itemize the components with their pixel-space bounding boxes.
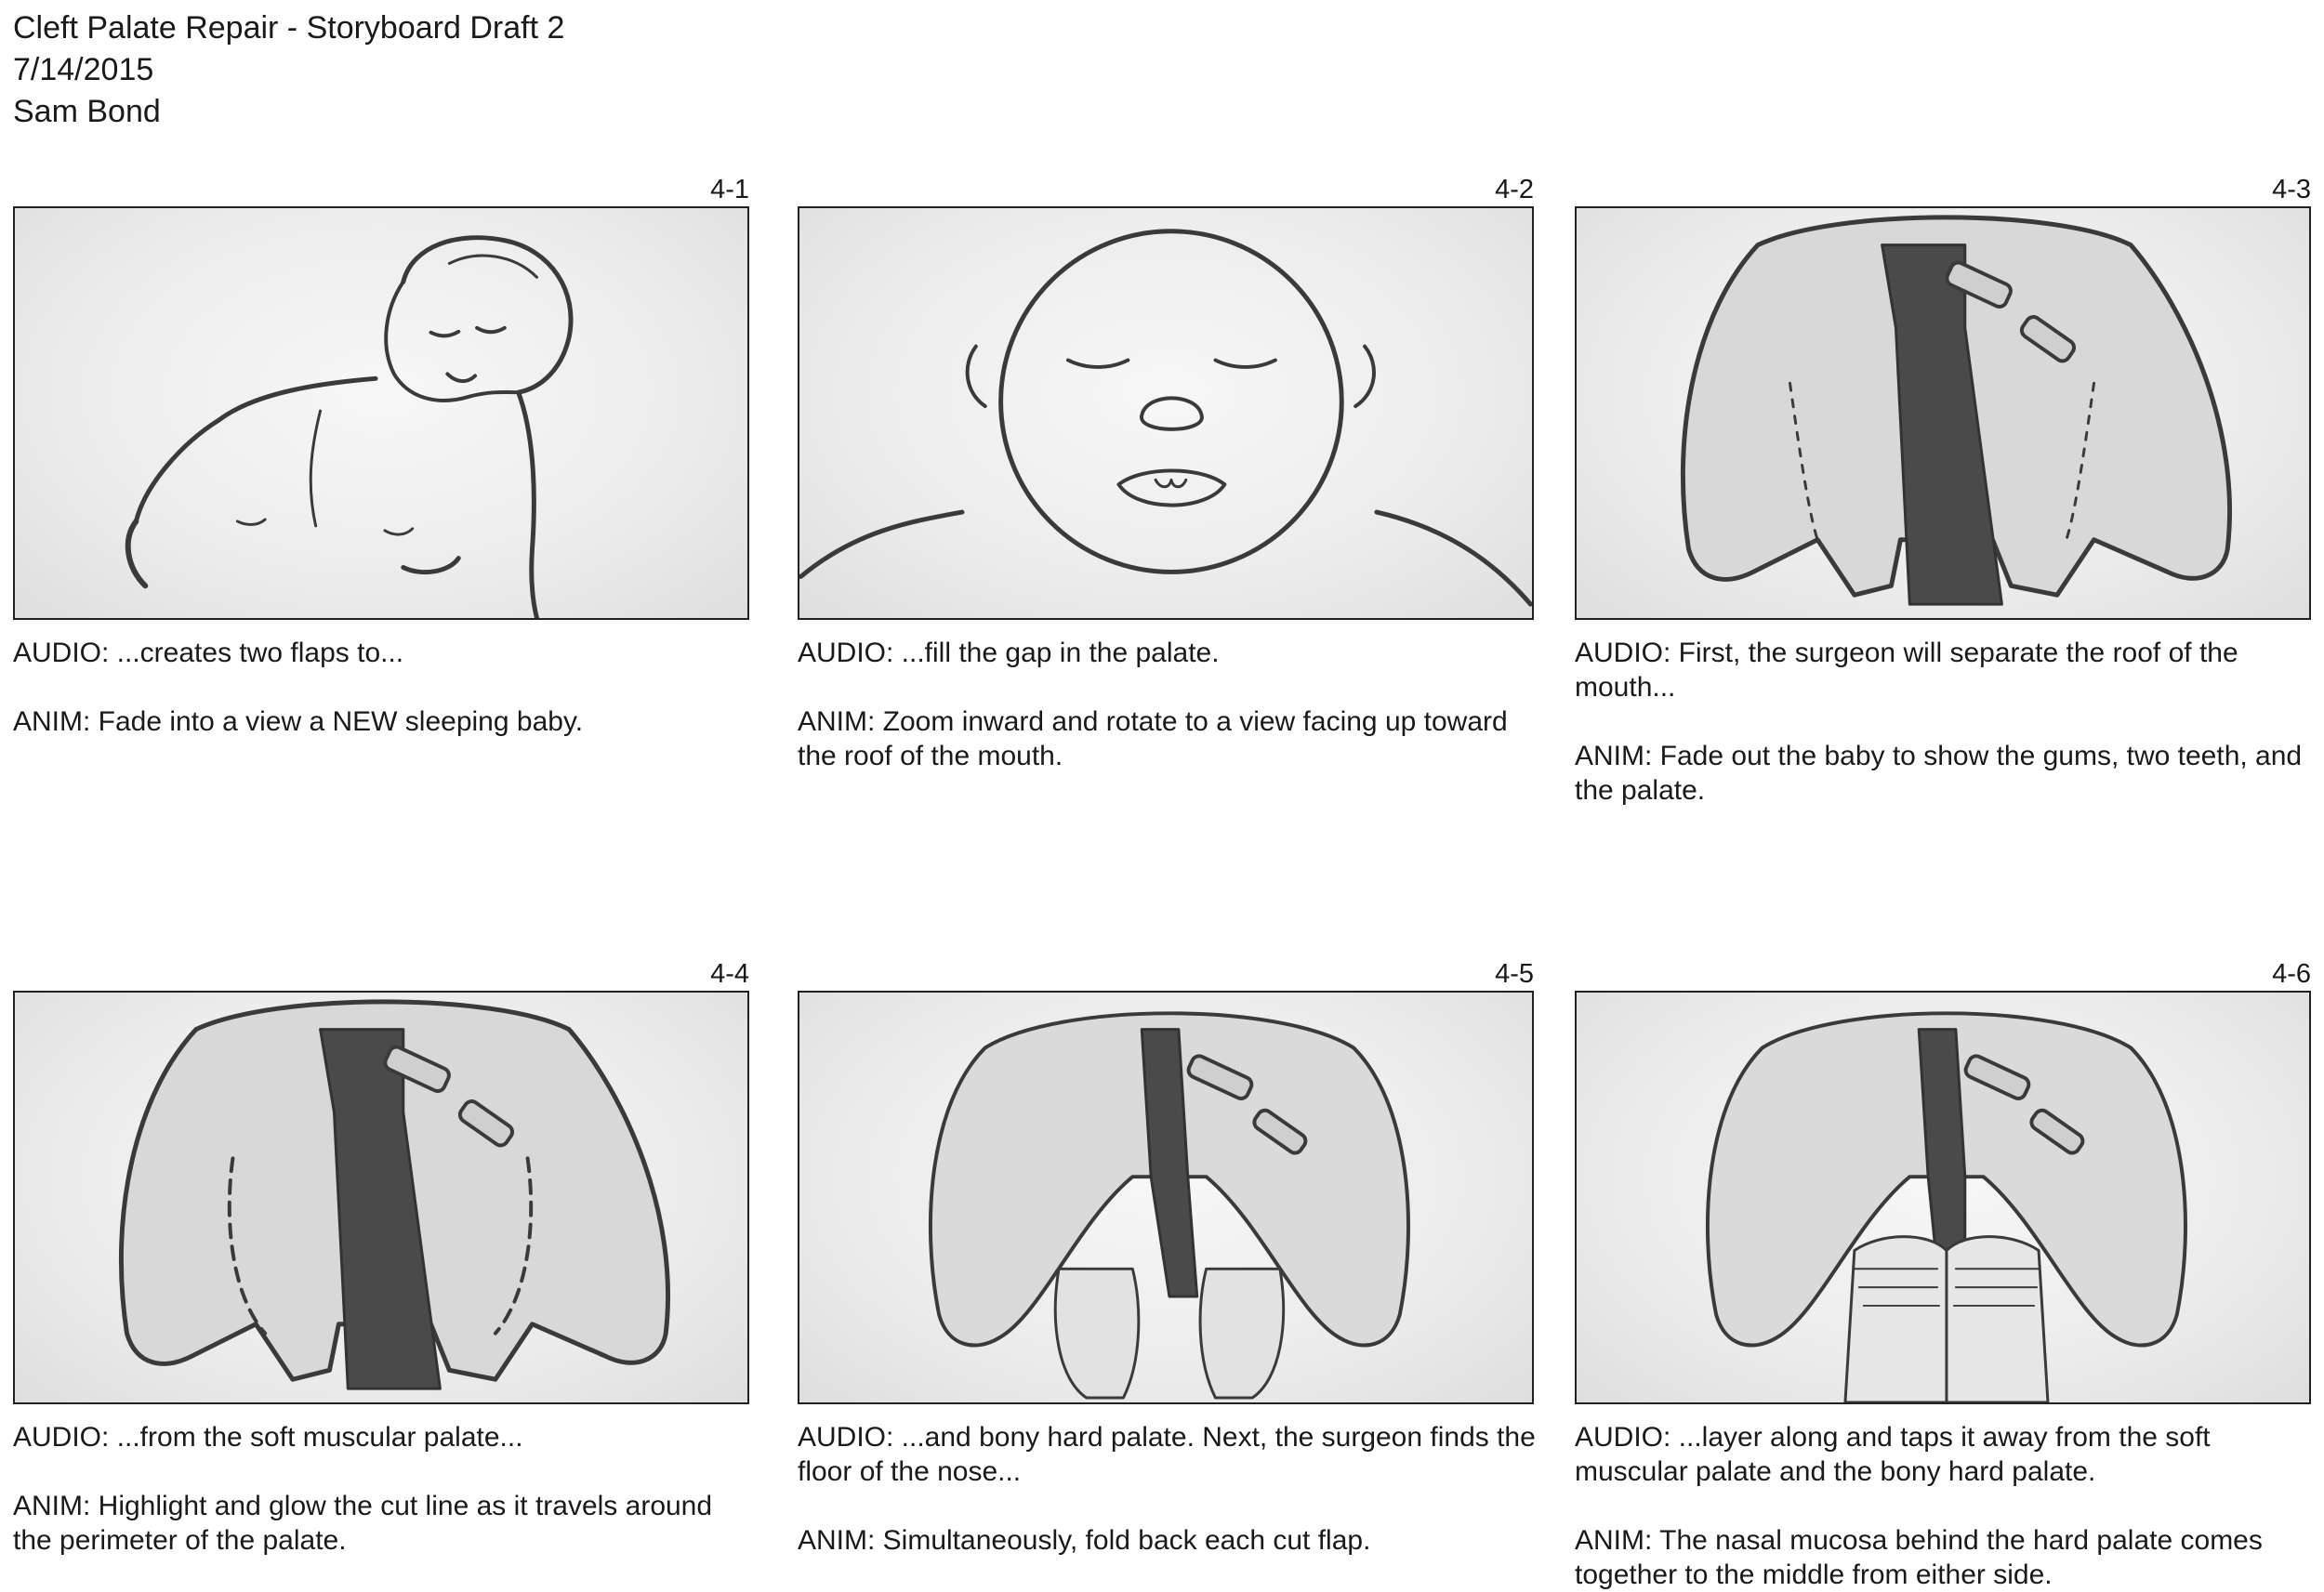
anim-note: ANIM: Simultaneously, fold back each cut flap. <box>798 1525 1371 1556</box>
panel-caption <box>13 1420 757 1558</box>
panel-caption <box>1575 636 2318 808</box>
storyboard-date: 7/14/2015 <box>13 52 154 87</box>
panel-caption <box>13 636 757 739</box>
panel-caption <box>798 1420 1541 1558</box>
anim-note: ANIM: Highlight and glow the cut line as it travels around the perimeter of the palate. <box>13 1491 713 1556</box>
sketch-cleft-palate <box>1575 206 2311 620</box>
anim-note: ANIM: Fade out the baby to show the gums, two teeth, and the palate. <box>1575 741 2303 806</box>
panel-number: 4-5 <box>1495 959 1534 989</box>
sketch-sleeping-baby <box>13 206 749 620</box>
panel-number: 4-1 <box>710 175 749 204</box>
panel-caption <box>798 636 1541 773</box>
panel-caption <box>1575 1420 2318 1592</box>
audio-note: AUDIO: ...layer along and taps it away from the soft muscular palate and the bony hard palate. <box>1575 1422 2211 1487</box>
audio-note: AUDIO: ...creates two flaps to... <box>13 638 404 668</box>
storyboard-title: Cleft Palate Repair - Storyboard Draft 2 <box>13 10 565 46</box>
audio-note: AUDIO: ...and bony hard palate. Next, the surgeon finds the floor of the nose... <box>798 1422 1536 1487</box>
storyboard-header <box>13 7 564 133</box>
panel-number: 4-3 <box>2272 175 2311 204</box>
sketch-nasal-mucosa <box>1575 991 2311 1404</box>
audio-note: AUDIO: First, the surgeon will separate the roof of the mouth... <box>1575 638 2238 703</box>
panel-number: 4-2 <box>1495 175 1534 204</box>
sketch-folded-flaps <box>798 991 1534 1404</box>
anim-note: ANIM: Fade into a view a NEW sleeping baby. <box>13 706 584 737</box>
audio-note: AUDIO: ...from the soft muscular palate... <box>13 1422 523 1453</box>
storyboard-author: Sam Bond <box>13 94 161 129</box>
panel-number: 4-6 <box>2272 959 2311 989</box>
sketch-palate-cut-line <box>13 991 749 1404</box>
audio-note: AUDIO: ...fill the gap in the palate. <box>798 638 1220 668</box>
anim-note: ANIM: Zoom inward and rotate to a view facing up toward the roof of the mouth. <box>798 706 1508 771</box>
panel-number: 4-4 <box>710 959 749 989</box>
anim-note: ANIM: The nasal mucosa behind the hard palate comes together to the middle from either side. <box>1575 1525 2263 1590</box>
sketch-baby-face <box>798 206 1534 620</box>
